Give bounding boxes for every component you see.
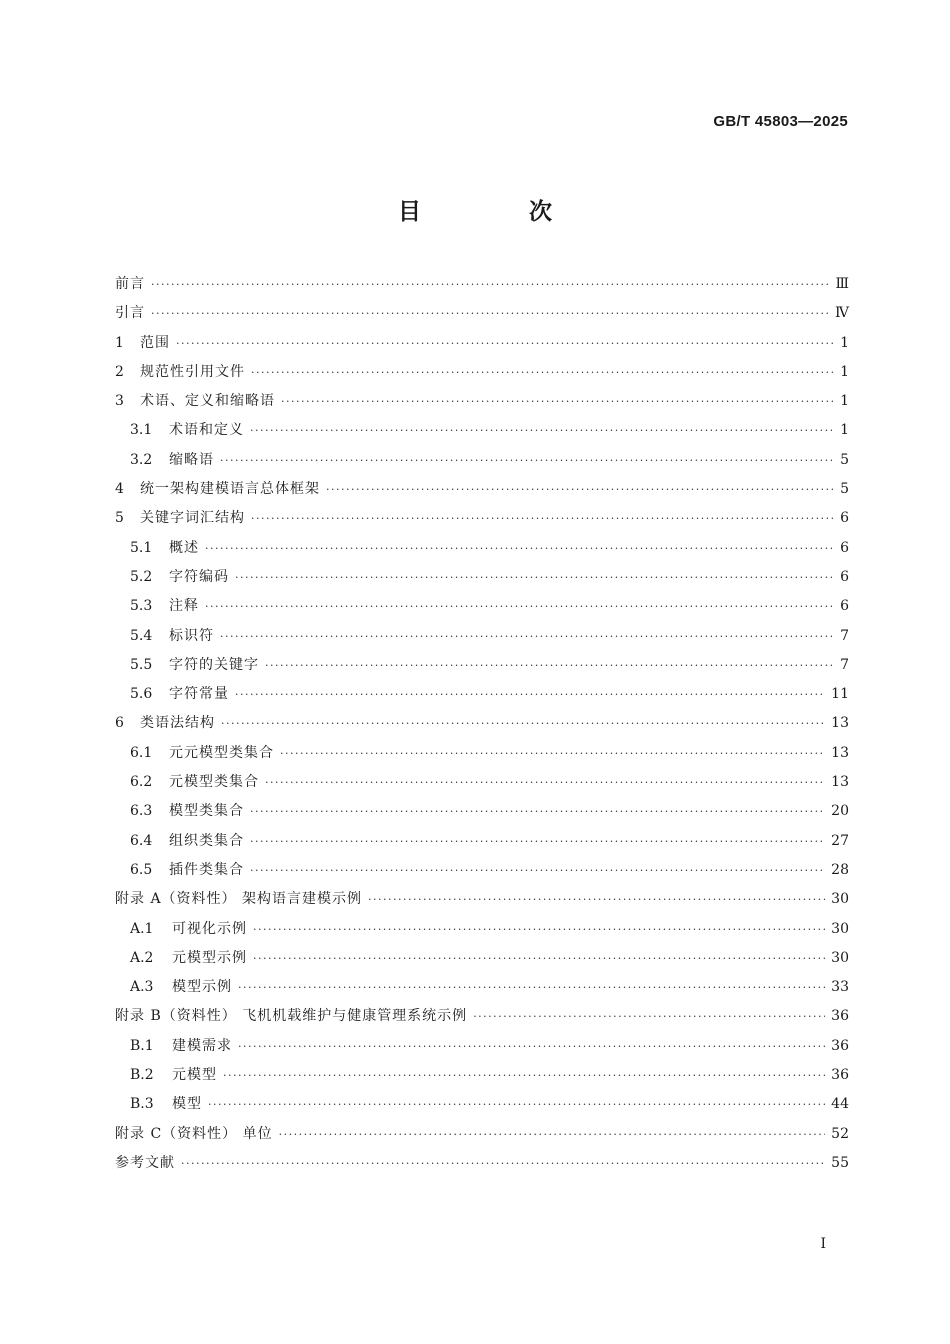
dot-leader	[220, 622, 833, 651]
dot-leader	[235, 563, 833, 592]
dot-leader	[473, 1002, 825, 1031]
dot-leader	[223, 1061, 825, 1090]
toc-entry-label: 范围	[140, 334, 170, 351]
dot-leader	[253, 944, 825, 973]
toc-entry-number: 2	[115, 363, 124, 380]
toc-entry[interactable]	[115, 622, 849, 651]
dot-leader	[281, 387, 833, 416]
toc-entry-label: 插件类集合	[169, 861, 244, 878]
toc-entry-page: 5	[840, 481, 849, 498]
toc-entry-label: 组织类集合	[169, 832, 244, 849]
dot-leader	[205, 592, 833, 621]
toc-entry-page: 52	[831, 1125, 849, 1142]
toc-entry[interactable]	[115, 475, 849, 504]
toc-entry-number: 6.2	[130, 774, 153, 791]
toc-entry-page: 44	[831, 1096, 849, 1113]
toc-entry-label: 关键字词汇结构	[140, 510, 245, 527]
dot-leader	[250, 797, 825, 826]
dot-leader	[181, 1149, 825, 1178]
page-title: 目 次	[397, 199, 602, 225]
toc-entry[interactable]	[115, 592, 849, 621]
toc-entry[interactable]	[115, 358, 849, 387]
toc-entry[interactable]	[115, 709, 849, 738]
dot-leader	[205, 534, 833, 563]
toc-entry[interactable]	[115, 1149, 849, 1178]
toc-entry-label: 术语和定义	[169, 422, 244, 439]
toc-entry-number: 3.2	[130, 451, 153, 468]
toc-entry-number: 5.2	[130, 568, 153, 585]
toc-entry-label: 模型示例	[172, 979, 232, 996]
toc-entry-page: 1	[840, 363, 849, 380]
toc-entry-page: 36	[831, 1067, 849, 1084]
toc-entry-label: 参考文献	[115, 1154, 175, 1171]
toc-entry-number: 5.1	[130, 539, 153, 556]
toc-entry-number: A.1	[130, 920, 154, 937]
toc-entry[interactable]	[115, 1061, 849, 1090]
dot-leader	[235, 680, 825, 709]
toc-entry-page: 1	[840, 334, 849, 351]
toc-entry-label: 建模需求	[172, 1037, 232, 1054]
toc-entry-number: 6.5	[130, 861, 153, 878]
toc-entry-number: 5	[115, 510, 124, 527]
toc-entry[interactable]	[115, 739, 849, 768]
toc-entry[interactable]	[115, 827, 849, 856]
toc-entry-page: 20	[831, 803, 849, 820]
toc-entry[interactable]	[115, 973, 849, 1002]
table-of-contents	[115, 270, 849, 1178]
toc-entry-label: 统一架构建模语言总体框架	[140, 481, 320, 498]
toc-entry-label: 规范性引用文件	[140, 363, 245, 380]
toc-entry-label: 可视化示例	[172, 920, 247, 937]
toc-entry-page: 6	[840, 539, 849, 556]
toc-entry[interactable]	[115, 563, 849, 592]
toc-entry-number: B.2	[130, 1067, 154, 1084]
toc-entry-page: Ⅲ	[835, 276, 849, 292]
toc-entry[interactable]	[115, 944, 849, 973]
toc-entry-number: A.3	[130, 979, 154, 996]
dot-leader	[250, 827, 825, 856]
dot-leader	[253, 915, 825, 944]
toc-entry[interactable]	[115, 915, 849, 944]
dot-leader	[251, 504, 833, 533]
toc-entry-page: 13	[831, 744, 849, 761]
toc-entry-page: 30	[831, 891, 849, 908]
toc-entry-number: 6.3	[130, 803, 153, 820]
toc-entry-number: 3.1	[130, 422, 153, 439]
toc-entry[interactable]	[115, 534, 849, 563]
toc-entry-label: 附录 C（资料性） 单位	[115, 1125, 273, 1142]
toc-entry-page: 30	[831, 949, 849, 966]
toc-entry-number: B.1	[130, 1037, 154, 1054]
toc-entry[interactable]	[115, 768, 849, 797]
toc-entry[interactable]	[115, 1090, 849, 1119]
toc-entry-number: 5.4	[130, 627, 153, 644]
toc-entry-page: 33	[831, 979, 849, 996]
toc-entry-label: 前言	[115, 276, 145, 292]
toc-entry-page: 28	[831, 861, 849, 878]
toc-entry-label: 模型	[172, 1096, 202, 1113]
toc-entry-page: 30	[831, 920, 849, 937]
toc-entry-page: 7	[840, 656, 849, 673]
dot-leader	[250, 856, 825, 885]
toc-entry-label: 标识符	[169, 627, 214, 644]
toc-entry-page: 13	[831, 715, 849, 732]
dot-leader	[265, 651, 833, 680]
page-number: Ⅰ	[820, 1236, 826, 1252]
toc-entry[interactable]	[115, 504, 849, 533]
toc-entry[interactable]	[115, 329, 849, 358]
toc-entry-page: 7	[840, 627, 849, 644]
toc-entry-label: 模型类集合	[169, 803, 244, 820]
toc-entry-page: 6	[840, 510, 849, 527]
dot-leader	[250, 416, 833, 445]
toc-entry-page: 36	[831, 1008, 849, 1025]
toc-entry-page: 27	[831, 832, 849, 849]
toc-entry-label: 概述	[169, 539, 199, 556]
toc-entry-number: 6.1	[130, 744, 153, 761]
dot-leader	[251, 358, 833, 387]
toc-entry-number: 6.4	[130, 832, 153, 849]
toc-entry-page: 13	[831, 774, 849, 791]
dot-leader	[279, 1120, 826, 1149]
dot-leader	[280, 739, 825, 768]
dot-leader	[265, 768, 825, 797]
toc-entry-label: 元元模型类集合	[169, 744, 274, 761]
dot-leader	[208, 1090, 825, 1119]
toc-entry-label: 字符的关键字	[169, 656, 259, 673]
dot-leader	[151, 299, 829, 328]
toc-entry[interactable]	[115, 680, 849, 709]
dot-leader	[151, 270, 829, 299]
standard-code: GB/T 45803—2025	[713, 113, 848, 130]
toc-entry-number: 5.5	[130, 656, 153, 673]
toc-entry-page: 5	[840, 451, 849, 468]
toc-entry-page: 11	[831, 686, 849, 703]
toc-entry-number: A.2	[130, 949, 154, 966]
toc-entry-label: 术语、定义和缩略语	[140, 393, 275, 410]
dot-leader	[220, 446, 833, 475]
toc-entry-label: 字符常量	[169, 686, 229, 703]
toc-entry-label: 元模型	[172, 1067, 217, 1084]
dot-leader	[176, 329, 833, 358]
toc-entry-label: 注释	[169, 598, 199, 615]
toc-entry[interactable]	[115, 856, 849, 885]
dot-leader	[238, 1032, 825, 1061]
toc-entry-page: 1	[840, 393, 849, 410]
toc-entry[interactable]	[115, 387, 849, 416]
toc-entry[interactable]	[115, 797, 849, 826]
toc-entry-page: 1	[840, 422, 849, 439]
dot-leader	[326, 475, 833, 504]
dot-leader	[238, 973, 825, 1002]
toc-entry[interactable]	[115, 270, 849, 299]
toc-entry-label: 元模型示例	[172, 949, 247, 966]
toc-entry[interactable]	[115, 651, 849, 680]
toc-entry-number: 4	[115, 481, 124, 498]
toc-entry[interactable]	[115, 446, 849, 475]
dot-leader	[368, 885, 825, 914]
toc-entry-number: B.3	[130, 1096, 154, 1113]
toc-entry[interactable]	[115, 1002, 849, 1031]
toc-entry-label: 附录 B（资料性） 飞机机载维护与健康管理系统示例	[115, 1008, 468, 1025]
toc-entry-number: 6	[115, 715, 124, 732]
toc-entry-page: 55	[831, 1154, 849, 1171]
toc-entry[interactable]	[115, 1032, 849, 1061]
toc-entry-page: 6	[840, 598, 849, 615]
toc-entry[interactable]	[115, 299, 849, 328]
toc-entry-label: 字符编码	[169, 568, 229, 585]
toc-entry-label: 附录 A（资料性） 架构语言建模示例	[115, 891, 363, 908]
toc-entry-number: 5.6	[130, 686, 153, 703]
toc-entry-label: 元模型类集合	[169, 774, 259, 791]
toc-entry-page: Ⅳ	[835, 305, 849, 322]
toc-entry-page: 6	[840, 568, 849, 585]
toc-entry[interactable]	[115, 416, 849, 445]
toc-entry-label: 缩略语	[169, 451, 214, 468]
toc-entry-number: 3	[115, 393, 124, 410]
toc-entry-number: 1	[115, 334, 124, 351]
toc-entry[interactable]	[115, 1120, 849, 1149]
dot-leader	[221, 709, 825, 738]
toc-entry-page: 36	[831, 1037, 849, 1054]
toc-entry[interactable]	[115, 885, 849, 914]
toc-entry-label: 类语法结构	[140, 715, 215, 732]
toc-entry-number: 5.3	[130, 598, 153, 615]
toc-entry-label: 引言	[115, 305, 145, 322]
